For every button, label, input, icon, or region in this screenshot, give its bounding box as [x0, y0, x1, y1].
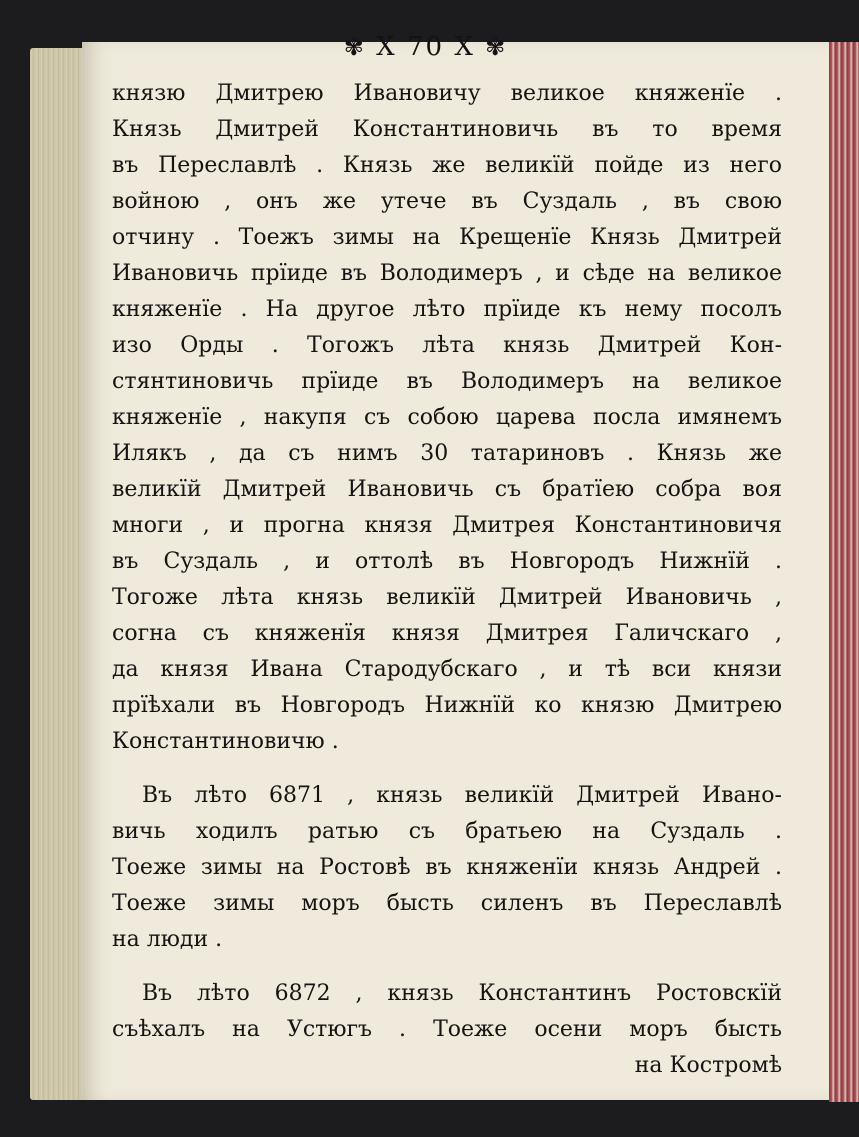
text-line: многи , и прогна князя Дмитрея Константиновичя [112, 513, 782, 538]
text-line: Ивановичь прїиде въ Володимеръ , и сѣде на великое [112, 261, 782, 286]
text-line: Константиновичю . [112, 729, 339, 754]
text-line: Тогоже лѣта князь великїй Дмитрей Ивановичь , [112, 585, 782, 610]
text-line: войною , онъ же утече въ Суздаль , въ свою [112, 189, 782, 214]
text-line: Илякъ , да съ нимъ 30 татариновъ . Князь же [112, 441, 782, 466]
page-text [112, 76, 782, 1084]
text-line: въ Переславлѣ . Князь же великїй пойде из него [112, 153, 782, 178]
text-line: на люди . [112, 927, 223, 952]
text-line: Князь Дмитрей Константиновичь въ то время [112, 117, 782, 142]
paragraph-2 [112, 778, 782, 958]
text-line: князю Дмитрею Ивановичу великое княженїе . [112, 81, 782, 106]
text-line: да князя Ивана Стародубскаго , и тѣ вси князи [112, 657, 782, 682]
text-line: стянтиновичь прїиде въ Володимеръ на великое [112, 369, 782, 394]
text-line: княженїе , накупя съ собою царева посла имянемъ [112, 405, 782, 430]
bracket-right: X [454, 32, 475, 62]
text-line: согна съ княженїя князя Дмитрея Галичскаго , [112, 621, 782, 646]
text-line: княженїе . На другое лѣто прїиде къ нему посолъ [112, 297, 782, 322]
page-number: 70 [406, 32, 445, 62]
ornament-right-icon: ✾ [485, 33, 508, 61]
text-line: Въ лѣто 6871 , князь великїй Дмитрей Ивано- [142, 783, 782, 808]
page-edges [30, 48, 90, 1100]
ornament-left-icon: ✾ [343, 33, 366, 61]
page-header [52, 32, 799, 62]
text-line: въ Суздаль , и оттолѣ въ Новгородъ Нижнїй . [112, 549, 782, 574]
text-line: прїѣхали въ Новгородъ Нижнїй ко князю Дмитрею [112, 693, 782, 718]
bracket-left: X [376, 32, 397, 62]
text-line: отчину . Тоежъ зимы на Крещенїе Князь Дмитрей [112, 225, 782, 250]
text-line: Въ лѣто 6872 , князь Константинъ Ростовскїй [142, 981, 782, 1006]
paragraph-1 [112, 76, 782, 760]
catchword: на Костромѣ [634, 1053, 782, 1078]
book-cover-edge [829, 42, 859, 1102]
text-line: съѣхалъ на Устюгъ . Тоеже осени моръ бысть [112, 1017, 782, 1042]
text-line: великїй Дмитрей Ивановичь съ братїею собра воя [112, 477, 782, 502]
paragraph-3 [112, 976, 782, 1084]
text-line: изо Орды . Тогожъ лѣта князь Дмитрей Кон- [112, 333, 782, 358]
text-line: Тоеже зимы моръ бысть силенъ въ Переславлѣ [112, 891, 782, 916]
text-line: Тоеже зимы на Ростовѣ въ княженїи князь Андрей . [112, 855, 782, 880]
text-line: вичь ходилъ ратью съ братьею на Суздаль . [112, 819, 782, 844]
